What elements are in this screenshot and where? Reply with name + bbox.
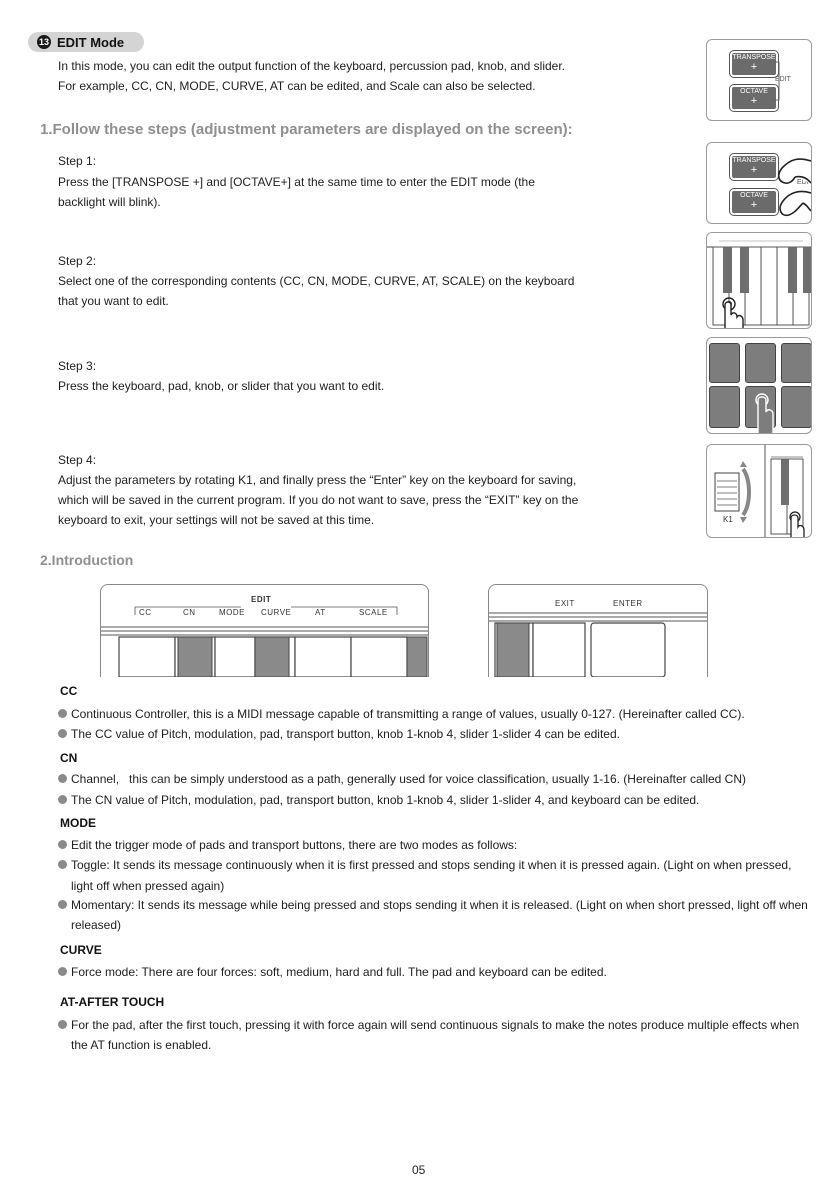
diagram-key-label: CN (183, 608, 196, 617)
pad (709, 386, 740, 428)
hand-press-icon (765, 153, 811, 221)
keyboard-illustration (707, 233, 811, 328)
step-1-text-line: Press the [TRANSPOSE +] and [OCTAVE+] at the same time to enter the EDIT mode (the (58, 175, 535, 189)
step-3-text-line: Press the keyboard, pad, knob, or slider that you want to edit. (58, 379, 385, 393)
edit-label: EDIT (775, 76, 791, 83)
transpose-plus-button (730, 51, 778, 77)
plus-sign: + (750, 61, 758, 73)
step-4-text-line: Adjust the parameters by rotating K1, and finally press the “Enter” key on the keyboard for saving, (58, 473, 577, 487)
step-4-text-line: which will be saved in the current program. If you do not want to save, press the “EXIT” key on the (58, 493, 579, 507)
step-2-text-line: Select one of the corresponding contents (CC, CN, MODE, CURVE, AT, SCALE) on the keyboard (58, 274, 575, 288)
curve-bullet: Force mode: There are four forces: soft, medium, hard and full. The pad and keyboard can be edited. (58, 962, 607, 982)
mode-bullet: Momentary: It sends its message while being pressed and stops sending it when it is released. (Light on when short pressed, light off when (58, 895, 808, 915)
mode-bullet: Toggle: It sends its message continuously when it is first pressed and stops sending it when it is pressed again. (Light on when pressed, (58, 855, 791, 875)
plus-sign: + (750, 95, 758, 107)
term-mode: MODE (60, 816, 96, 830)
step-3-label: Step 3: (58, 359, 97, 373)
pad (745, 343, 776, 383)
page-number: 05 (412, 1163, 426, 1177)
mode-bullet-continuation: light off when pressed again) (71, 879, 225, 893)
diagram-key-label: CC (139, 608, 152, 617)
cn-bullet: The CN value of Pitch, modulation, pad, transport button, knob 1-knob 4, slider 1-slider 4, and keyboard can be edited. (58, 790, 699, 810)
figure-keyboard-select (706, 232, 812, 329)
aftertouch-bullet: For the pad, after the first touch, pressing it with force again will send continuous signals to make the notes produce multiple effects when (58, 1015, 799, 1035)
finger-press-icon (747, 388, 777, 433)
step-4-text-line: keyboard to exit, your settings will not be saved at this time. (58, 513, 375, 527)
figure-press-buttons (706, 142, 812, 224)
cc-bullet: The CC value of Pitch, modulation, pad, transport button, knob 1-knob 4, slider 1-slider 4 can be edited. (58, 724, 620, 744)
section-number-badge: 13 (38, 37, 49, 47)
pad (709, 343, 740, 383)
figure-pads (706, 337, 812, 434)
diagram-key-label: SCALE (359, 608, 388, 617)
step-2-label: Step 2: (58, 254, 97, 268)
octave-label: OCTAVE (740, 88, 768, 95)
aftertouch-bullet-continuation: the AT function is enabled. (71, 1038, 212, 1052)
diagram-key-label: AT (315, 608, 326, 617)
k1-label: K1 (723, 515, 733, 524)
step-2-text-line: that you want to edit. (58, 294, 169, 308)
steps-heading: 1.Follow these steps (adjustment parameters are displayed on the screen): (40, 121, 573, 138)
term-cn: CN (60, 751, 78, 765)
introduction-heading: 2.Introduction (40, 552, 134, 568)
intro-line-1: In this mode, you can edit the output function of the keyboard, percussion pad, knob, and slider. (58, 59, 565, 73)
diagram-keys (101, 623, 428, 677)
diagram-exit-enter (488, 584, 708, 677)
term-cc: CC (60, 684, 78, 698)
plus-sign: + (750, 199, 758, 211)
diagram-exit-enter-keys (489, 609, 707, 677)
cc-bullet: Continuous Controller, this is a MIDI message capable of transmitting a range of values, usually 0-127. (Hereinafter called CC). (58, 704, 745, 724)
section-header-pill (28, 32, 144, 52)
octave-plus-button (730, 85, 778, 111)
diagram-edit-label: EDIT (251, 595, 272, 604)
term-curve: CURVE (60, 943, 102, 957)
step-1-text-line: backlight will blink). (58, 195, 161, 209)
figure-edit-buttons (706, 39, 812, 121)
section-title: EDIT Mode (57, 34, 125, 50)
diagram-edit-keyboard (100, 584, 429, 677)
intro-line-2: For example, CC, CN, MODE, CURVE, AT can be edited, and Scale can also be selected. (58, 79, 536, 93)
step-4-label: Step 4: (58, 453, 97, 467)
octave-label: OCTAVE (740, 192, 768, 199)
step-1-label: Step 1: (58, 154, 97, 168)
diagram-key-label: MODE (219, 608, 245, 617)
figure-knob-k1 (706, 444, 812, 538)
transpose-label: TRANSPOSE (732, 54, 776, 61)
cn-bullet: Channel, this can be simply understood as a path, generally used for voice classification, usually 1-16. (Hereinafter called CN) (58, 769, 746, 789)
diagram-key-label: CURVE (261, 608, 292, 617)
term-aftertouch: AT-AFTER TOUCH (60, 995, 165, 1009)
plus-sign: + (750, 164, 758, 176)
transpose-label: TRANSPOSE (732, 157, 776, 164)
edit-label-partial: EDI (797, 179, 809, 186)
pad (781, 386, 812, 428)
pad (781, 343, 812, 383)
mode-bullet-continuation: released) (71, 918, 122, 932)
diagram-exit-label: EXIT (555, 599, 575, 608)
diagram-enter-label: ENTER (613, 599, 643, 608)
mode-bullet: Edit the trigger mode of pads and transport buttons, there are two modes as follows: (58, 835, 517, 855)
